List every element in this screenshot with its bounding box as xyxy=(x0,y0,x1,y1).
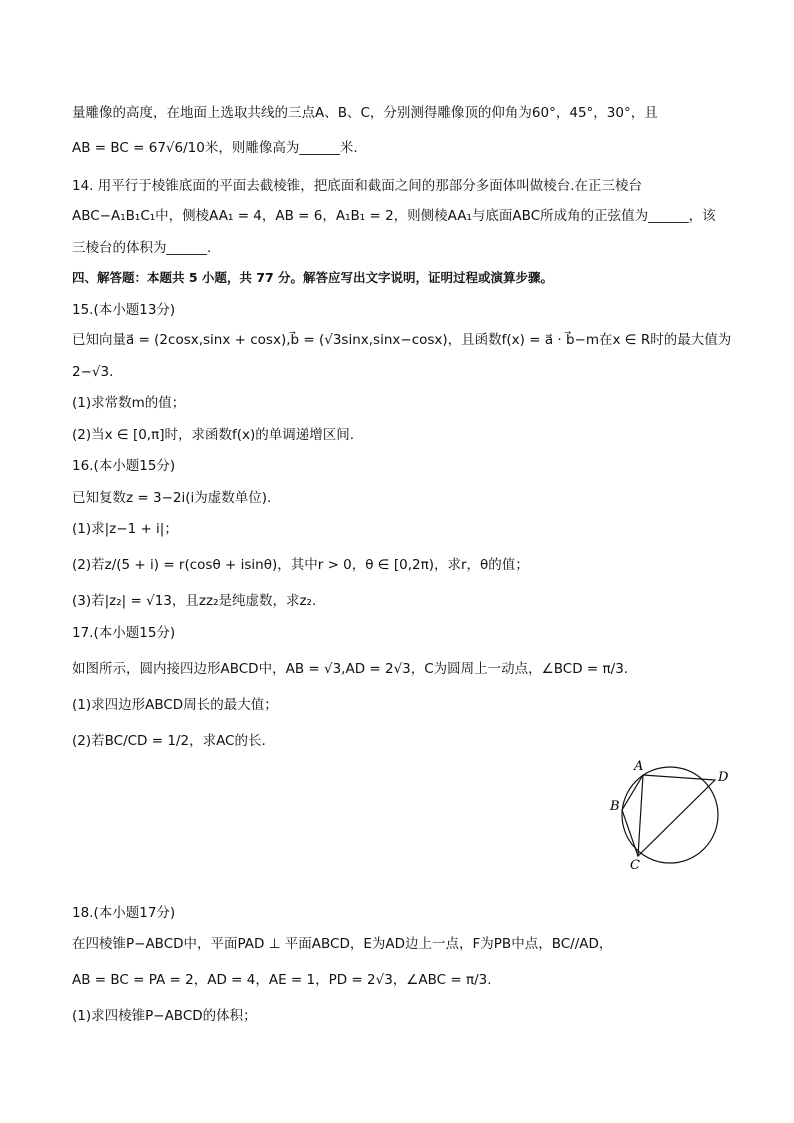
q17-stem: 如图所示，圆内接四边形ABCD中，AB = √3,AD = 2√3，C为圆周上一动点，∠BCD = π/3. xyxy=(72,661,629,677)
q18-stem-line-2: AB = BC = PA = 2，AD = 4，AE = 1，PD = 2√3，∠ABC = π/3. xyxy=(72,972,492,988)
q16-part-3: (3)若|z₂| = √13，且zz₂是纯虚数，求z₂. xyxy=(72,593,317,609)
q18-part-1: (1)求四棱锥P−ABCD的体积； xyxy=(72,1008,257,1024)
label-c: C xyxy=(630,858,640,873)
q17-heading: 17.(本小题15分) xyxy=(72,625,176,641)
q16-stem: 已知复数z = 3−2i(i为虚数单位). xyxy=(72,490,272,506)
label-d: D xyxy=(718,770,729,785)
q15-stem-line-1: 已知向量a⃗ = (2cosx,sinx + cosx),b⃗ = (√3sinx,sinx−cosx)，且函数f(x) = a⃗ · b⃗−m在x ∈ R时的最大值为 xyxy=(72,332,732,348)
section-heading: 四、解答题：本题共 5 小题，共 77 分。解答应写出文字说明，证明过程或演算步骤。 xyxy=(72,270,554,285)
inscribed-quadrilateral-figure xyxy=(600,755,740,875)
q18-stem-line-1: 在四棱锥P−ABCD中，平面PAD ⊥ 平面ABCD，E为AD边上一点，F为PB中点，BC//AD， xyxy=(72,936,613,952)
label-b: B xyxy=(610,799,620,814)
quadrilateral-abcd xyxy=(622,775,715,856)
q17-part-1: (1)求四边形ABCD周长的最大值； xyxy=(72,697,278,713)
q15-part-1: (1)求常数m的值； xyxy=(72,395,186,411)
q15-part-2: (2)当x ∈ [0,π]时，求函数f(x)的单调递增区间. xyxy=(72,427,355,443)
label-a: A xyxy=(634,759,644,774)
q14-text-line-2: ABC−A₁B₁C₁中，侧棱AA₁ = 4，AB = 6，A₁B₁ = 2，则侧棱AA₁与底面ABC所成角的正弦值为______，该 xyxy=(72,208,716,224)
q16-part-2: (2)若z/(5 + i) = r(cosθ + isinθ)，其中r > 0，θ ∈ [0,2π)，求r，θ的值； xyxy=(72,557,529,573)
diagonal-ac xyxy=(638,775,643,856)
q17-part-2: (2)若BC/CD = 1/2，求AC的长. xyxy=(72,733,266,749)
q14-text-line-3: 三棱台的体积为______. xyxy=(72,240,212,256)
q16-part-1: (1)求|z−1 + i|； xyxy=(72,521,178,537)
q15-stem-line-2: 2−√3. xyxy=(72,364,114,380)
q14-text-line-1: 14. 用平行于棱锥底面的平面去截棱锥，把底面和截面之间的那部分多面体叫做棱台.在正三棱台 xyxy=(72,178,643,194)
q13-text-line-1: 量雕像的高度，在地面上选取共线的三点A、B、C，分别测得雕像顶的仰角为60°，45°，30°，且 xyxy=(72,105,658,121)
circle-outline xyxy=(622,767,718,863)
q16-heading: 16.(本小题15分) xyxy=(72,458,176,474)
q13-text-line-2: AB = BC = 67√6/10米，则雕像高为______米. xyxy=(72,140,358,156)
q15-heading: 15.(本小题13分) xyxy=(72,302,176,318)
q18-heading: 18.(本小题17分) xyxy=(72,905,176,921)
